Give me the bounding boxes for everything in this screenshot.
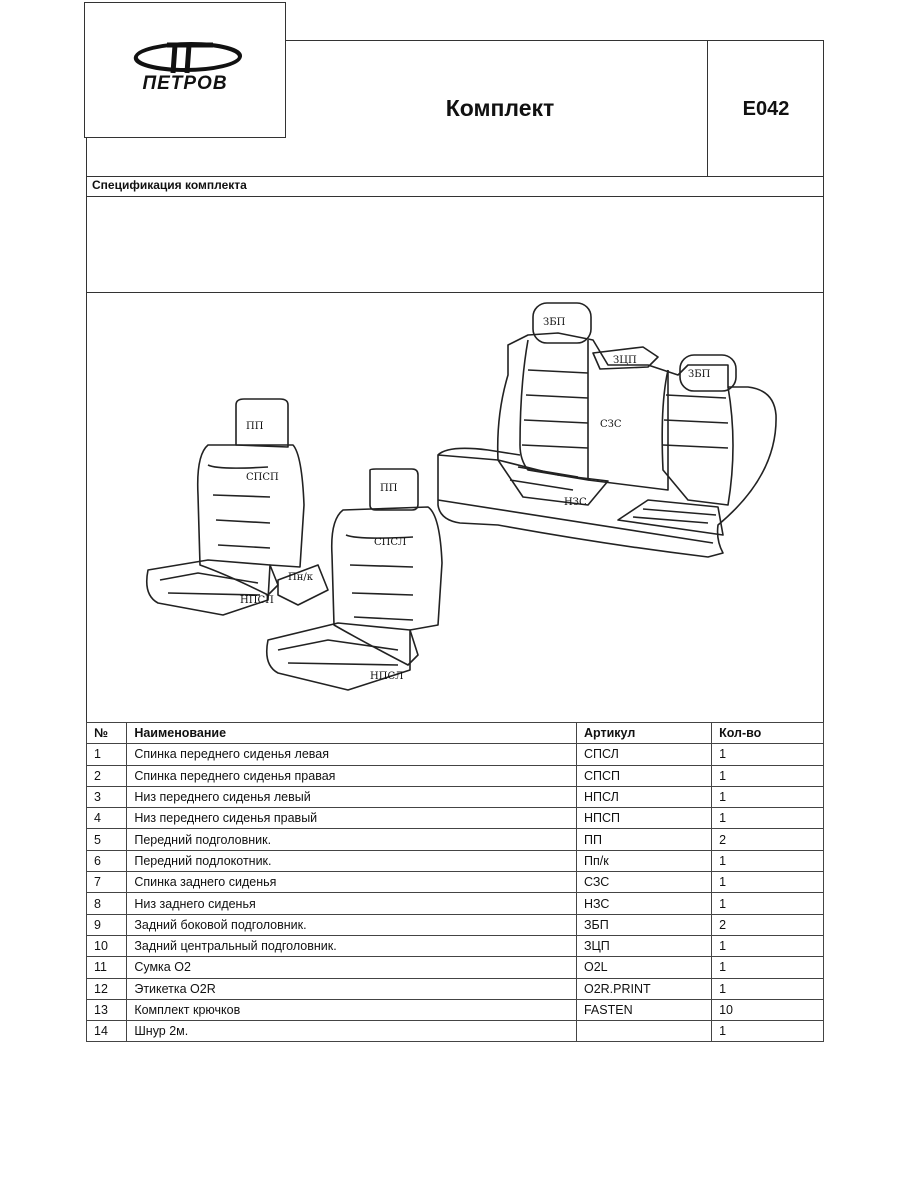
table-header-row (87, 723, 824, 744)
front-seat-right-drawing (147, 399, 304, 615)
label-pp-left: ПП (246, 421, 264, 432)
cell-article: ЗБП (576, 914, 711, 935)
page-title: Комплект (445, 95, 555, 121)
label-npsl: НПСЛ (370, 671, 404, 682)
cell-name: Задний центральный подголовник. (127, 935, 577, 956)
parts-table-body (87, 744, 824, 1042)
table-row (87, 978, 824, 999)
table-row (87, 914, 824, 935)
label-pnk: Пн/к (288, 572, 314, 583)
header-bottom-line (86, 176, 824, 177)
label-zcp: ЗЦП (613, 355, 637, 366)
cell-name: Низ заднего сиденья (127, 893, 577, 914)
cell-article: O2L (576, 957, 711, 978)
diagram-labels (240, 317, 711, 682)
table-row (87, 850, 824, 871)
cell-article: ПП (576, 829, 711, 850)
cell-number: 1 (87, 744, 127, 765)
cell-quantity: 1 (712, 786, 824, 807)
cell-article: НЗС (576, 893, 711, 914)
company-logo (84, 2, 286, 138)
table-row (87, 808, 824, 829)
cell-quantity: 1 (712, 935, 824, 956)
cell-article: СПСЛ (576, 744, 711, 765)
logo-wordmark: ПЕТРОВ (142, 73, 228, 94)
cell-name: Передний подголовник. (127, 829, 577, 850)
table-row (87, 765, 824, 786)
spec-heading: Спецификация комплекта (92, 178, 247, 192)
cell-number: 7 (87, 872, 127, 893)
cell-number: 5 (87, 829, 127, 850)
cell-name: Спинка переднего сиденья левая (127, 744, 577, 765)
label-spsp: СПСП (246, 472, 279, 483)
header-article: Артикул (576, 723, 711, 744)
cell-article: Пп/к (576, 850, 711, 871)
header-name: Наименование (127, 723, 577, 744)
cell-number: 11 (87, 957, 127, 978)
table-row (87, 744, 824, 765)
spec-heading-line (86, 196, 824, 197)
table-row (87, 872, 824, 893)
cell-quantity: 1 (712, 765, 824, 786)
cell-number: 6 (87, 850, 127, 871)
label-zbp-right: ЗБП (688, 369, 711, 380)
table-row (87, 999, 824, 1020)
label-npsp: НПСП (240, 595, 274, 606)
cell-quantity: 1 (712, 850, 824, 871)
cell-name: Этикетка O2R (127, 978, 577, 999)
cell-number: 2 (87, 765, 127, 786)
cell-quantity: 10 (712, 999, 824, 1020)
cell-name: Сумка О2 (127, 957, 577, 978)
cell-quantity: 1 (712, 1021, 824, 1042)
cell-article (576, 1021, 711, 1042)
table-row (87, 1021, 824, 1042)
cell-name: Низ переднего сиденья правый (127, 808, 577, 829)
cell-quantity: 1 (712, 957, 824, 978)
cell-article: FASTEN (576, 999, 711, 1020)
cell-quantity: 1 (712, 978, 824, 999)
cell-quantity: 1 (712, 872, 824, 893)
cell-article: НПСЛ (576, 786, 711, 807)
cell-name: Спинка переднего сиденья правая (127, 765, 577, 786)
cell-article: СЗС (576, 872, 711, 893)
cell-quantity: 1 (712, 744, 824, 765)
label-szs: СЗС (600, 419, 622, 430)
cell-article: СПСП (576, 765, 711, 786)
table-row (87, 829, 824, 850)
cell-name: Передний подлокотник. (127, 850, 577, 871)
cell-number: 4 (87, 808, 127, 829)
cell-article: НПСП (576, 808, 711, 829)
label-nzs: НЗС (564, 497, 587, 508)
spec-area-line (86, 292, 824, 293)
seat-diagram (88, 295, 822, 719)
cell-number: 10 (87, 935, 127, 956)
cell-number: 12 (87, 978, 127, 999)
cell-number: 3 (87, 786, 127, 807)
cell-quantity: 2 (712, 914, 824, 935)
cell-name: Низ переднего сиденья левый (127, 786, 577, 807)
parts-table (86, 722, 824, 1042)
cell-article: O2R.PRINT (576, 978, 711, 999)
table-row (87, 786, 824, 807)
cell-quantity: 1 (712, 808, 824, 829)
cell-number: 9 (87, 914, 127, 935)
cell-name: Спинка заднего сиденья (127, 872, 577, 893)
cell-name: Шнур 2м. (127, 1021, 577, 1042)
label-spsl: СПСЛ (374, 537, 407, 548)
kit-code: E042 (742, 98, 790, 120)
table-row (87, 957, 824, 978)
header-quantity: Кол-во (712, 723, 824, 744)
table-row (87, 893, 824, 914)
label-pp-right: ПП (380, 483, 398, 494)
cell-name: Задний боковой подголовник. (127, 914, 577, 935)
header-number: № (87, 723, 127, 744)
cell-number: 14 (87, 1021, 127, 1042)
label-zbp-left: ЗБП (543, 317, 566, 328)
cell-number: 8 (87, 893, 127, 914)
rear-bench-drawing (438, 303, 776, 557)
cell-article: ЗЦП (576, 935, 711, 956)
table-row (87, 935, 824, 956)
cell-quantity: 2 (712, 829, 824, 850)
cell-number: 13 (87, 999, 127, 1020)
cell-name: Комплект крючков (127, 999, 577, 1020)
cell-quantity: 1 (712, 893, 824, 914)
